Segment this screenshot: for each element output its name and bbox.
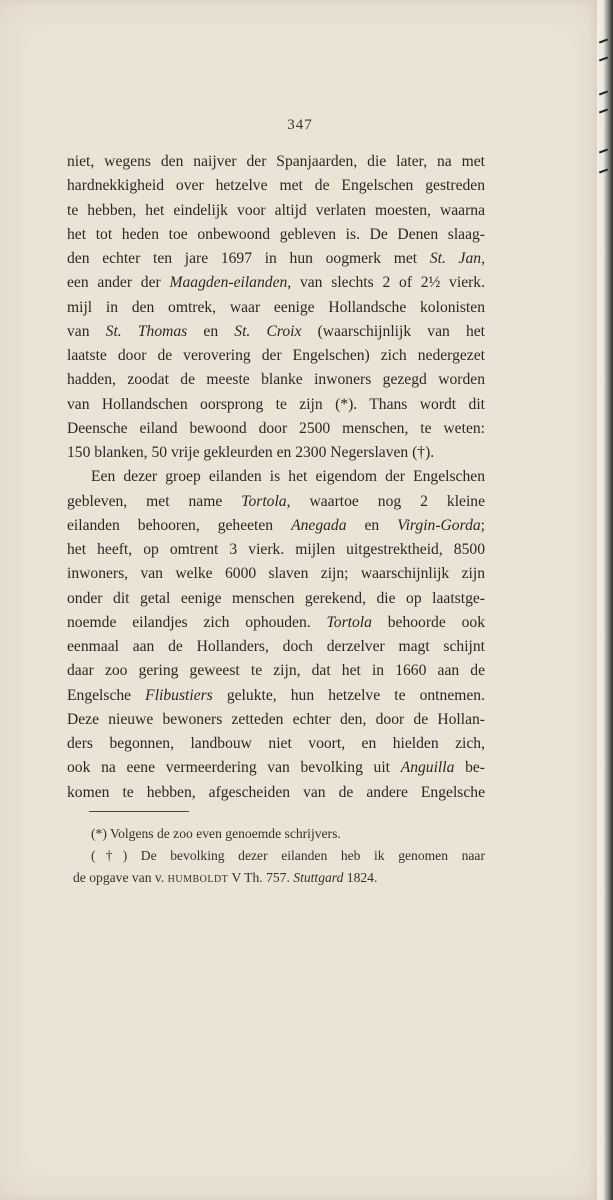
italic-term: St. Thomas: [105, 322, 188, 340]
text-line: [67, 368, 485, 392]
text-segment: laatste door de verovering der Engelschen) zich nedergezet: [67, 347, 485, 364]
italic-term: Flibustiers: [145, 686, 213, 704]
text-segment: een ander der: [67, 274, 170, 292]
text-segment: komen te hebben, afgescheiden van de andere Engelsche: [67, 783, 485, 801]
text-segment: be-: [454, 759, 485, 777]
footnote-2-text-b: V Th. 757.: [228, 870, 294, 885]
footnote-1: (*) Volgens de zoo even genoemde schrijvers.: [91, 826, 341, 841]
text-segment: ook na eene vermeerdering van bevolking uit: [67, 759, 401, 777]
italic-term: St. Jan: [429, 250, 482, 267]
footnotes: [73, 823, 485, 889]
text-segment: het tot heden toe onbewoond gebleven is. De Denen slaag-: [67, 225, 485, 243]
text-segment: , waartoe nog 2 kleine: [286, 492, 485, 510]
text-segment: gelukte, hun hetzelve te ontnemen.: [212, 686, 485, 704]
text-segment: Deze nieuwe bewoners zetteden echter den, door de Hollan-: [67, 710, 485, 728]
text-line: [67, 150, 485, 174]
footnote-2-line-2: [73, 867, 485, 889]
italic-term: Tortola: [241, 492, 287, 510]
text-segment: niet, wegens den naijver der Spanjaarden, die later, na met: [67, 153, 485, 170]
text-line: [67, 611, 485, 635]
footnote-rule: [89, 811, 189, 812]
italic-term: Tortola: [326, 613, 372, 631]
text-segment: den echter ten jare 1697 in hun oogmerk met: [67, 250, 430, 267]
text-segment: noemde eilandjes zich ophouden.: [67, 613, 327, 631]
text-segment: inwoners, van welke 6000 slaven zijn; waarschijnlijk zijn: [67, 565, 485, 583]
text-line: [67, 296, 485, 320]
italic-term: Maagden-eilanden: [169, 274, 288, 292]
text-line: [67, 659, 485, 683]
text-segment: en: [187, 322, 235, 340]
text-segment: ders begonnen, landbouw niet voort, en hielden zich,: [67, 735, 485, 752]
text-segment: ,: [481, 250, 485, 267]
text-line: [67, 756, 485, 780]
text-line: [67, 732, 485, 756]
footnote-2-author: humboldt: [167, 870, 229, 885]
text-segment: daar zoo gering geweest te zijn, dat het in 1660 aan de: [67, 662, 485, 680]
text-segment: mijl in den omtrek, waar eenige Hollandsche kolonisten: [67, 298, 485, 316]
text-line: [67, 223, 485, 247]
text-segment: hardnekkigheid over hetzelve met de Engelschen gestreden: [67, 177, 485, 195]
footnote-2-text-c: 1824.: [343, 870, 378, 885]
text-segment: en: [346, 516, 398, 534]
text-segment: , van slechts 2 of 2½ vierk.: [287, 274, 485, 292]
text-line: [67, 538, 485, 562]
text-line: [67, 708, 485, 732]
text-segment: 150 blanken, 50 vrije gekleurden en 2300 Negerslaven (†).: [67, 444, 435, 461]
text-segment: Deensche eiland bewoond door 2500 menschen, te weten:: [67, 419, 485, 437]
edge-mark: [599, 57, 608, 62]
text-line: [67, 417, 485, 441]
text-segment: ;: [480, 516, 485, 534]
text-segment: het heeft, op omtrent 3 vierk. mijlen uitgestrektheid, 8500: [67, 541, 485, 558]
italic-term: Virgin-Gorda: [397, 516, 481, 534]
text-segment: gebleven, met name: [67, 492, 242, 510]
text-segment: Een dezer groep eilanden is het eigendom der Engelschen: [91, 468, 485, 486]
text-line: [67, 393, 485, 417]
text-line: [67, 441, 485, 465]
text-line: [67, 247, 485, 271]
text-line: [67, 514, 485, 538]
text-segment: (waarschijnlijk van het: [301, 322, 485, 340]
text-line: [67, 344, 485, 368]
text-segment: behoorde ook: [371, 613, 485, 631]
text-line: [67, 271, 485, 295]
text-segment: van Hollandschen oorsprong te zijn (*). Thans wordt dit: [67, 395, 485, 413]
text-segment: onder dit getal eenige menschen gerekend, die op laatstge-: [67, 589, 485, 607]
text-segment: eilanden behooren, geheeten: [67, 516, 292, 534]
edge-mark: [599, 39, 608, 44]
page-number: 347: [287, 117, 313, 133]
text-segment: van: [67, 322, 106, 340]
body-text: [67, 150, 485, 805]
text-line: [67, 587, 485, 611]
text-line: [67, 174, 485, 198]
text-line: [67, 562, 485, 586]
italic-term: Anguilla: [400, 759, 455, 777]
text-segment: hadden, zoodat de meeste blanke inwoners gezegd worden: [67, 371, 485, 389]
edge-mark: [599, 149, 608, 154]
footnote-2-text-a: de opgave van v.: [73, 870, 168, 885]
text-line: [67, 199, 485, 223]
text-line: [67, 781, 485, 805]
italic-term: St. Croix: [234, 322, 302, 340]
edge-mark: [599, 169, 608, 174]
text-line: [67, 320, 485, 344]
book-edge: [597, 0, 613, 1200]
footnote-2-line-1: (†) De bevolking dezer eilanden heb ik genomen naar: [91, 848, 485, 863]
text-line: [67, 684, 485, 708]
text-line: [67, 635, 485, 659]
text-line: [67, 490, 485, 514]
italic-term: Anegada: [291, 516, 347, 534]
footnote-2-place: Stuttgard: [293, 870, 344, 885]
text-segment: eenmaal aan de Hollanders, doch derzelver magt schijnt: [67, 638, 485, 655]
text-line: [67, 465, 485, 489]
edge-mark: [599, 91, 608, 96]
edge-mark: [599, 109, 608, 114]
text-segment: Engelsche: [67, 686, 146, 704]
text-segment: te hebben, het eindelijk voor altijd verlaten moesten, waarna: [67, 201, 485, 219]
